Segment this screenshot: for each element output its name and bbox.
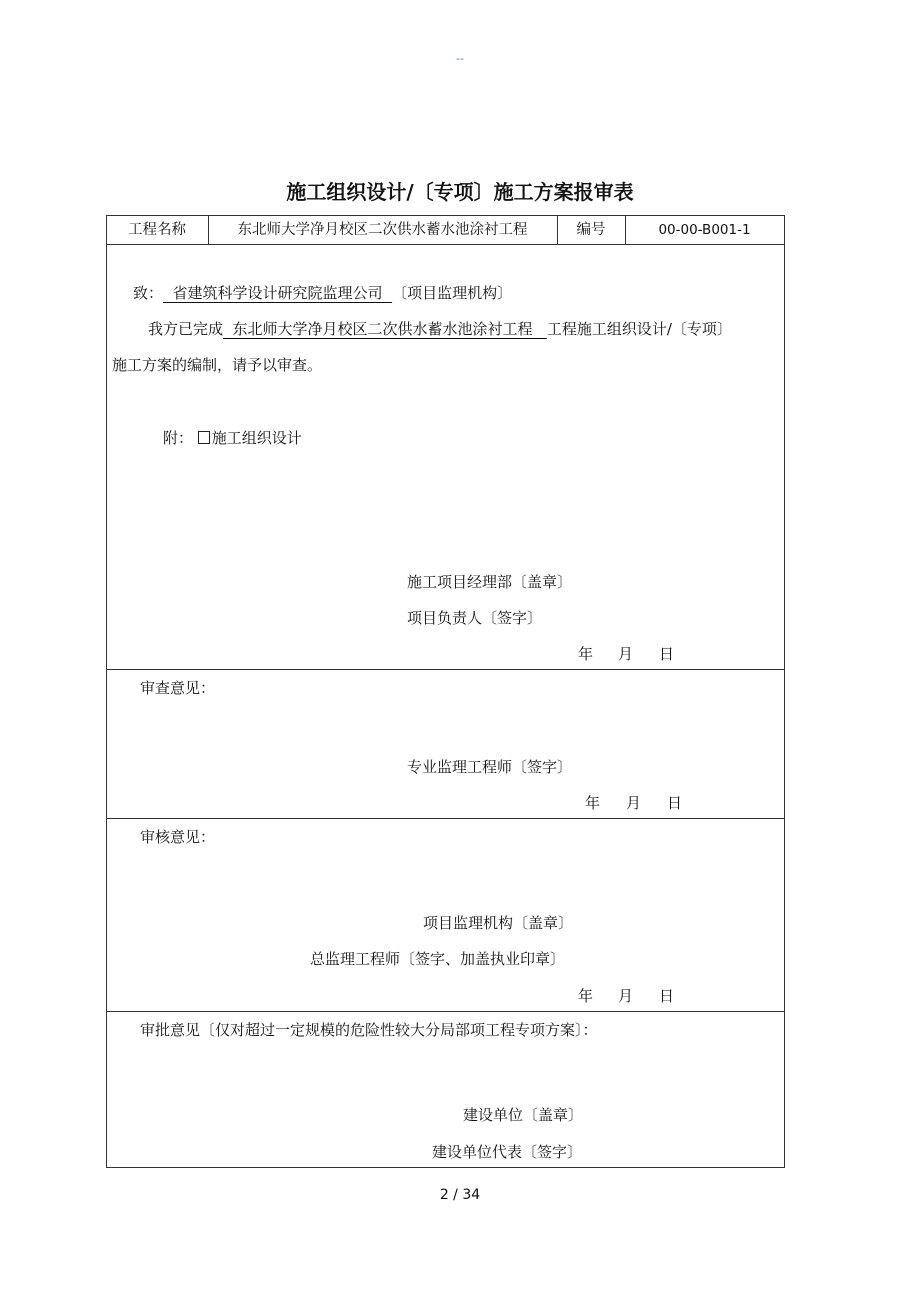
audit-label: 审核意见：: [140, 828, 216, 846]
supervision-org: 省建筑科学设计研究院监理公司: [163, 284, 393, 302]
audit-date-year: 年: [578, 987, 594, 1005]
contractor-dept-seal: 施工项目经理部〔盖章〕: [407, 573, 573, 591]
attachment-item: 施工组织设计: [211, 429, 302, 447]
owner-unit-seal: 建设单位〔盖章〕: [463, 1106, 584, 1124]
body-suffix: 工程施工组织设计/〔专项〕: [546, 320, 732, 338]
table-border-right: [784, 215, 785, 1168]
review-date-day: 日: [667, 794, 683, 812]
submission-date-day: 日: [659, 645, 675, 663]
review-date-month: 月: [626, 794, 642, 812]
attachment-line: [163, 427, 302, 448]
project-manager-sign: 项目负责人〔签字〕: [407, 609, 543, 627]
review-date-year: 年: [585, 794, 601, 812]
number-label: 编号: [576, 222, 606, 238]
submission-body-line2: 施工方案的编制，请予以审查。: [112, 356, 323, 374]
body-project: 东北师大学净月校区二次供水蓄水池涂衬工程: [223, 320, 547, 338]
addressee-prefix: 致：: [133, 284, 164, 302]
submission-section-bottom: [106, 669, 785, 670]
addressee-suffix: 〔项目监理机构〕: [392, 284, 513, 302]
audit-date-month: 月: [618, 987, 634, 1005]
audit-date-day: 日: [659, 987, 675, 1005]
header-mark: --: [456, 52, 464, 65]
approval-label: 审批意见〔仅对超过一定规模的危险性较大分局部项工程专项方案〕：: [140, 1021, 598, 1039]
supervision-org-seal: 项目监理机构〔盖章〕: [423, 914, 574, 932]
chief-engineer-sign: 总监理工程师〔签字、加盖执业印章〕: [310, 950, 566, 968]
table-border-left: [106, 215, 107, 1168]
submission-date-year: 年: [578, 645, 594, 663]
attachment-label: 附：: [163, 429, 194, 447]
addressee-line: [133, 282, 512, 303]
audit-section-bottom: [106, 1011, 785, 1012]
attachment-checkbox[interactable]: [198, 431, 210, 444]
table-border-bottom: [106, 1167, 785, 1168]
submission-date-month: 月: [618, 645, 634, 663]
submission-body-line1: [148, 318, 732, 339]
review-engineer-sign: 专业监理工程师〔签字〕: [407, 758, 573, 776]
body-prefix: 我方已完成: [148, 320, 224, 338]
form-title: 施工组织设计/〔专项〕施工方案报审表: [286, 180, 634, 204]
owner-rep-sign: 建设单位代表〔签字〕: [432, 1143, 583, 1161]
project-name-value: 东北师大学净月校区二次供水蓄水池涂衬工程: [237, 222, 528, 238]
page-number: 2 / 34: [439, 1187, 481, 1203]
project-name-label: 工程名称: [128, 222, 186, 238]
number-value: 00-00-B001-1: [658, 222, 751, 238]
review-section-bottom: [106, 818, 785, 819]
review-label: 审查意见：: [140, 679, 216, 697]
